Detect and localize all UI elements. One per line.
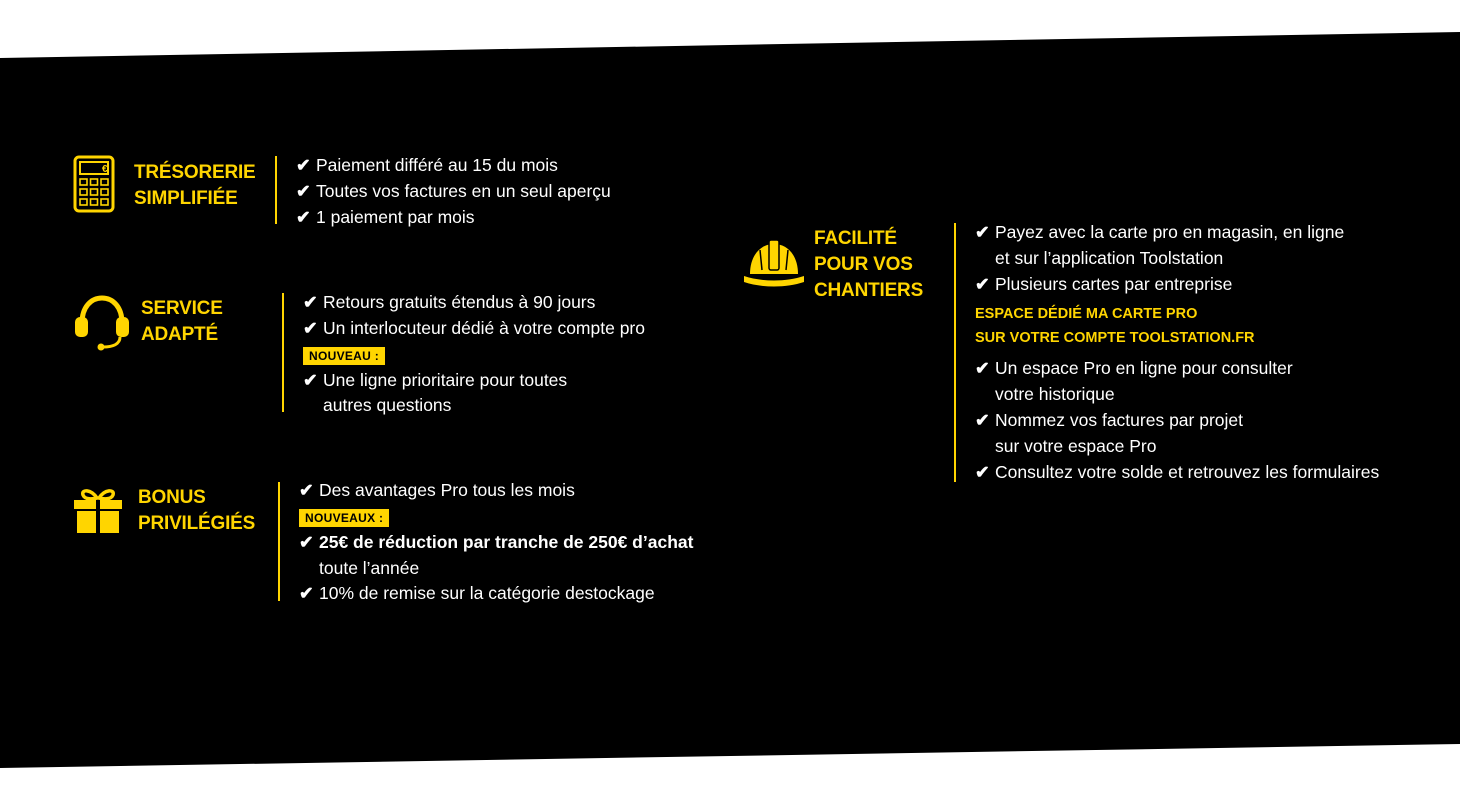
list-item-continuation: autres questions bbox=[323, 395, 452, 416]
list-item: ✔ Paiement différé au 15 du mois bbox=[296, 153, 611, 179]
tresorerie-list bbox=[296, 153, 611, 230]
bonus-divider bbox=[278, 482, 280, 601]
list-item: ✔ Retours gratuits étendus à 90 jours bbox=[303, 290, 645, 316]
espace-subheading: ESPACE DÉDIÉ MA CARTE PRO SUR VOTRE COMPTE TOOLSTATION.FR bbox=[975, 306, 1255, 347]
service-title: SERVICE ADAPTÉ bbox=[141, 298, 223, 345]
list-item: ✔ Un interlocuteur dédié à votre compte pro bbox=[303, 316, 645, 342]
check-icon: ✔ bbox=[975, 273, 990, 294]
list-item: ✔ 25€ de réduction par tranche de 250€ d’achat bbox=[299, 530, 693, 556]
list-item: ✔ 10% de remise sur la catégorie destockage bbox=[299, 581, 693, 607]
check-icon: ✔ bbox=[975, 358, 990, 379]
gift-icon bbox=[73, 487, 123, 535]
service-divider bbox=[282, 293, 284, 412]
list-item-continuation: sur votre espace Pro bbox=[995, 435, 1157, 456]
service-list bbox=[303, 290, 645, 419]
bonus-list bbox=[299, 478, 693, 607]
list-item: ✔ Payez avec la carte pro en magasin, en ligne bbox=[975, 220, 1379, 246]
list-item-continuation: et sur l’application Toolstation bbox=[995, 247, 1224, 268]
check-icon: ✔ bbox=[303, 317, 318, 338]
check-icon: ✔ bbox=[296, 206, 311, 227]
check-icon: ✔ bbox=[975, 222, 990, 242]
list-item: ✔ 1 paiement par mois bbox=[296, 205, 611, 231]
svg-text:€: € bbox=[102, 164, 108, 175]
check-icon: ✔ bbox=[303, 292, 318, 312]
check-icon: ✔ bbox=[299, 480, 314, 500]
headset-icon bbox=[73, 293, 131, 351]
check-icon: ✔ bbox=[303, 369, 318, 390]
check-icon: ✔ bbox=[975, 409, 990, 430]
tresorerie-divider bbox=[275, 156, 277, 224]
check-icon: ✔ bbox=[299, 531, 314, 552]
calculator-icon bbox=[73, 155, 115, 213]
check-icon: ✔ bbox=[299, 583, 314, 604]
bonus-title: BONUS PRIVILÉGIÉS bbox=[138, 487, 256, 534]
tresorerie-title: TRÉSORERIE SIMPLIFIÉE bbox=[134, 162, 256, 209]
list-item-continuation: votre historique bbox=[995, 384, 1115, 405]
list-item: ✔ Nommez vos factures par projet bbox=[975, 408, 1379, 434]
check-icon: ✔ bbox=[296, 180, 311, 201]
facilite-divider bbox=[954, 223, 956, 482]
new-badge: NOUVEAUX : bbox=[299, 509, 389, 527]
list-item: ✔ Consultez votre solde et retrouvez les formulaires bbox=[975, 460, 1379, 486]
facilite-title: FACILITÉ POUR VOS CHANTIERS bbox=[814, 228, 924, 301]
list-item-continuation: toute l’année bbox=[319, 557, 420, 578]
list-item: ✔ Une ligne prioritaire pour toutes bbox=[303, 368, 645, 394]
check-icon: ✔ bbox=[296, 155, 311, 175]
new-badge: NOUVEAU : bbox=[303, 347, 385, 365]
check-icon: ✔ bbox=[975, 461, 990, 482]
facilite-list bbox=[975, 220, 1379, 485]
list-item: ✔ Plusieurs cartes par entreprise bbox=[975, 272, 1379, 298]
list-item: ✔ Des avantages Pro tous les mois bbox=[299, 478, 693, 504]
hard-hat-icon bbox=[742, 238, 806, 288]
list-item: ✔ Un espace Pro en ligne pour consulter bbox=[975, 356, 1379, 382]
list-item: ✔ Toutes vos factures en un seul aperçu bbox=[296, 179, 611, 205]
